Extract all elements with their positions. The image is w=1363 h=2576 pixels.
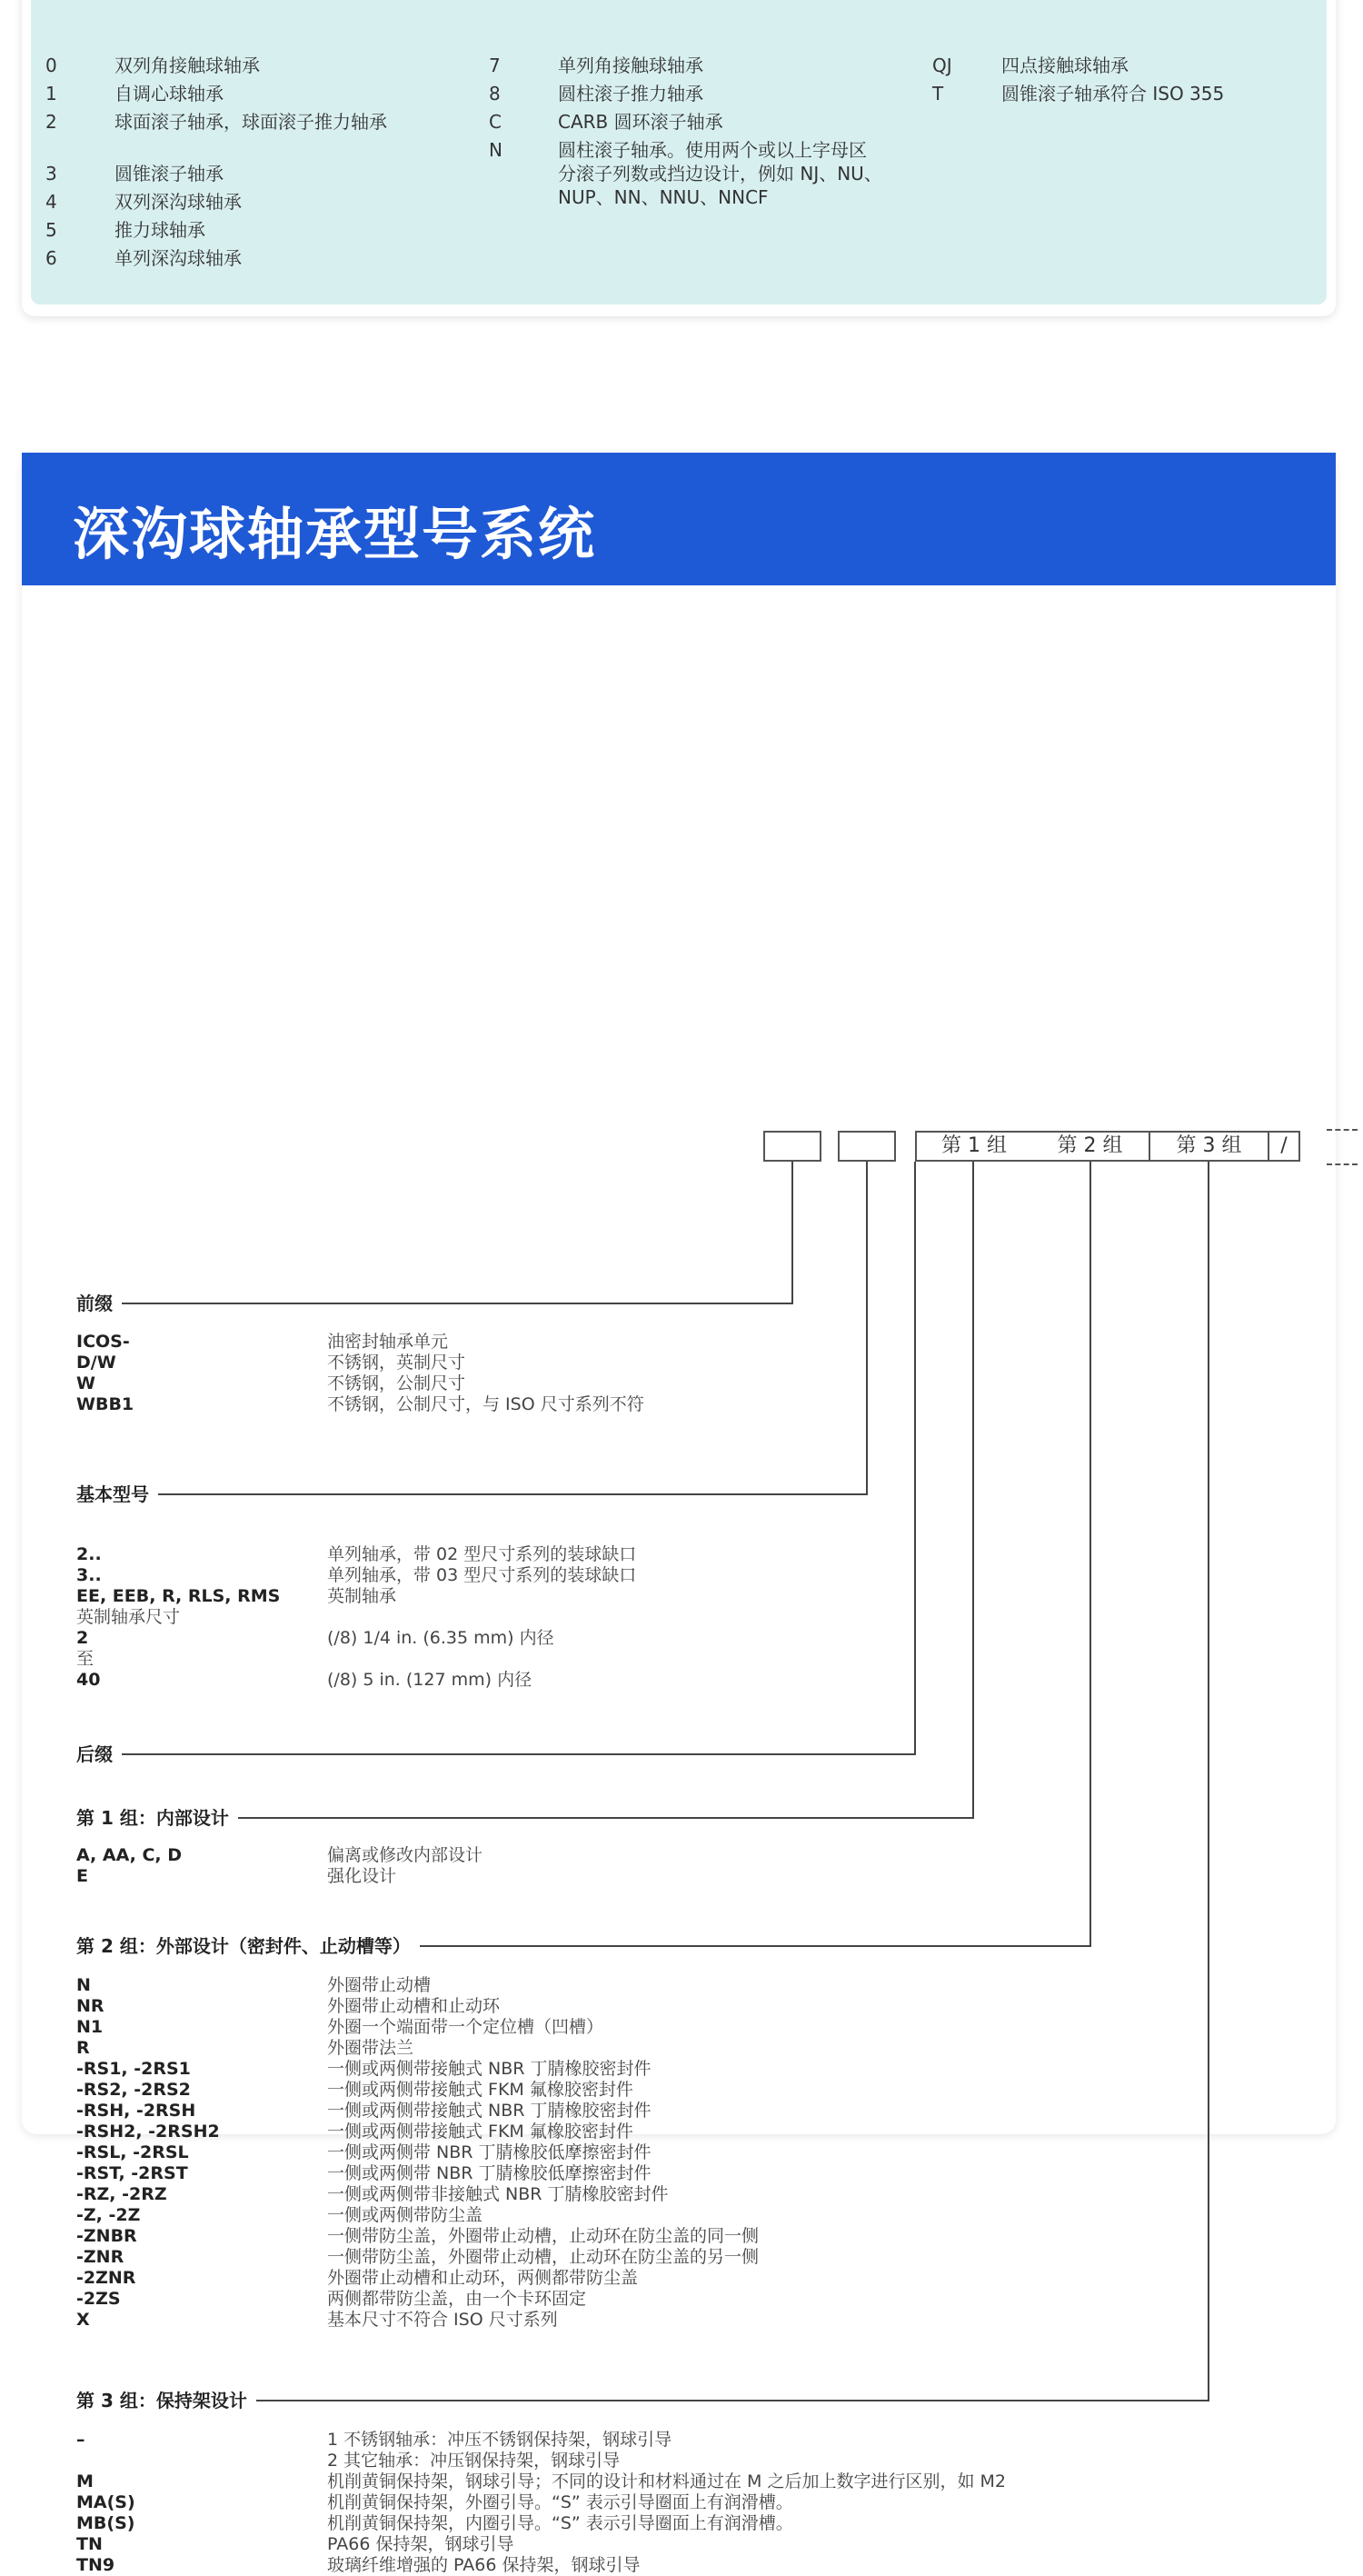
description: 英制轴承 [327, 1586, 397, 1606]
row-code: 2 [45, 111, 57, 133]
suffix-connector [113, 1162, 915, 1754]
description: 外圈带止动槽和止动环，两侧都带防尘盖 [327, 2268, 639, 2288]
description: 一侧或两侧带 NBR 丁腈橡胶低摩擦密封件 [327, 2142, 652, 2162]
description: 两侧都带防尘盖，由一个卡环固定 [327, 2289, 587, 2309]
section-group1-title: 第 1 组：内部设计 [76, 1806, 238, 1830]
designation-system-card [22, 453, 1336, 2575]
code: R [76, 2038, 90, 2058]
code: MB(S) [76, 2513, 135, 2533]
row-code: T [932, 83, 944, 105]
row-desc: 圆柱滚子推力轴承 [558, 83, 703, 105]
description: 外圈带止动槽 [327, 1975, 432, 1995]
prefix-connector [113, 1162, 792, 1303]
page-title: 深沟球轴承型号系统 [73, 501, 597, 567]
code: E [76, 1866, 88, 1886]
code: NR [76, 1996, 104, 2016]
row-desc: 圆柱滚子轴承。使用两个或以上字母区 [558, 139, 867, 161]
row-desc: 双列角接触球轴承 [114, 55, 260, 76]
description: 玻璃纤维增强的 PA66 保持架，钢球引导 [327, 2555, 641, 2575]
description: 强化设计 [327, 1866, 397, 1886]
description: 外圈一个端面带一个定位槽（凹槽） [327, 2017, 604, 2037]
code: 至 [76, 1649, 95, 1669]
code: -RSH2, -2RSH2 [76, 2122, 220, 2142]
prefix-box [763, 1131, 821, 1162]
description: 外圈带止动槽和止动环 [327, 1996, 501, 2016]
code: 2.. [76, 1544, 102, 1564]
description: 一侧或两侧带接触式 NBR 丁腈橡胶密封件 [327, 2101, 652, 2121]
row-desc: 双列深沟球轴承 [114, 191, 242, 213]
description: 机削黄铜保持架，钢球引导；不同的设计和材料通过在 M 之后加上数字进行区别，如 M2 [327, 2471, 1006, 2491]
code: 英制轴承尺寸 [76, 1607, 181, 1627]
group-2-box: 第 2 组 [1031, 1131, 1150, 1162]
description: (/8) 1/4 in. (6.35 mm) 内径 [327, 1628, 554, 1648]
code: -2ZNR [76, 2268, 136, 2288]
code: N [76, 1975, 91, 1995]
group-1-box: 第 1 组 [915, 1131, 1033, 1162]
code: MA(S) [76, 2492, 135, 2512]
continuation-dots [1327, 1129, 1358, 1165]
description: 不锈钢，公制尺寸，与 ISO 尺寸系列不符 [327, 1394, 644, 1414]
code: ICOS- [76, 1332, 130, 1352]
row-desc: 单列角接触球轴承 [558, 55, 703, 76]
description: 一侧或两侧带接触式 FKM 氟橡胶密封件 [327, 2080, 633, 2100]
description: 一侧或两侧带防尘盖 [327, 2205, 483, 2225]
row-desc: NUP、NN、NNU、NNCF [558, 186, 769, 208]
row-desc: CARB 圆环滚子轴承 [558, 111, 723, 133]
code: TN [76, 2534, 103, 2554]
row-desc: 单列深沟球轴承 [114, 247, 242, 269]
section-suffix-title: 后缀 [76, 1742, 122, 1766]
code: 2 [76, 1628, 89, 1648]
row-desc: 圆锥滚子轴承 [114, 163, 224, 185]
description: 单列轴承，带 03 型尺寸系列的装球缺口 [327, 1565, 637, 1585]
description: 一侧带防尘盖，外圈带止动槽，止动环在防尘盖的同一侧 [327, 2226, 760, 2246]
description: 基本尺寸不符合 ISO 尺寸系列 [327, 2310, 558, 2330]
row-code: C [489, 111, 502, 133]
description: 偏离或修改内部设计 [327, 1845, 483, 1865]
code: -RS2, -2RS2 [76, 2080, 191, 2100]
description: 外圈带法兰 [327, 2038, 414, 2058]
row-code: 7 [489, 55, 501, 76]
description: 2 其它轴承：冲压钢保持架，钢球引导 [327, 2451, 621, 2471]
description: 1 不锈钢轴承：冲压不锈钢保持架，钢球引导 [327, 2430, 672, 2450]
description: 机削黄铜保持架，内圈引导。“S” 表示引导圈面上有润滑槽。 [327, 2513, 793, 2533]
code: A, AA, C, D [76, 1845, 183, 1865]
description: 一侧或两侧带接触式 FKM 氟橡胶密封件 [327, 2122, 633, 2142]
description: 不锈钢，公制尺寸 [327, 1373, 466, 1393]
code: 3.. [76, 1565, 102, 1585]
description: (/8) 5 in. (127 mm) 内径 [327, 1670, 532, 1690]
row-desc: 圆锥滚子轴承符合 ISO 355 [1001, 83, 1225, 105]
row-code: QJ [932, 55, 952, 76]
code: 40 [76, 1670, 101, 1690]
code: N1 [76, 2017, 104, 2037]
code: -RSL, -2RSL [76, 2142, 189, 2162]
description: PA66 保持架，钢球引导 [327, 2534, 514, 2554]
row-code: 8 [489, 83, 501, 105]
row-code: 1 [45, 83, 57, 105]
row-code: 4 [45, 191, 57, 213]
group1-connector [222, 1162, 973, 1818]
description: 一侧或两侧带非接触式 NBR 丁腈橡胶密封件 [327, 2184, 669, 2204]
basic-designation-box [838, 1131, 896, 1162]
code: W [76, 1373, 95, 1393]
group-3-box: 第 3 组 [1150, 1131, 1269, 1162]
bearing-type-table [31, 0, 1327, 305]
code: M [76, 2471, 94, 2491]
row-desc: 四点接触球轴承 [1001, 55, 1129, 76]
code: -RS1, -2RS1 [76, 2059, 191, 2079]
row-code: 6 [45, 247, 57, 269]
code: -RST, -2RST [76, 2163, 188, 2183]
code: -RSH, -2RSH [76, 2101, 196, 2121]
description: 一侧或两侧带接触式 NBR 丁腈橡胶密封件 [327, 2059, 652, 2079]
row-desc: 推力球轴承 [114, 219, 205, 241]
code: -ZNR [76, 2247, 124, 2267]
row-code: 3 [45, 163, 57, 185]
code: WBB1 [76, 1394, 134, 1414]
code: D/W [76, 1353, 116, 1373]
description: 油密封轴承单元 [327, 1332, 449, 1352]
description: 一侧或两侧带 NBR 丁腈橡胶低摩擦密封件 [327, 2163, 652, 2183]
row-desc: 自调心球轴承 [114, 83, 224, 105]
row-desc: 球面滚子轴承，球面滚子推力轴承 [114, 111, 387, 133]
description: 单列轴承，带 02 型尺寸系列的装球缺口 [327, 1544, 637, 1564]
code: EE, EEB, R, RLS, RMS [76, 1586, 281, 1606]
code: -ZNBR [76, 2226, 137, 2246]
basic-connector [149, 1162, 867, 1494]
row-code: 5 [45, 219, 57, 241]
section-prefix-title: 前缀 [76, 1292, 122, 1315]
section-group3-title: 第 3 组：保持架设计 [76, 2389, 256, 2412]
section-group2-title: 第 2 组：外部设计（密封件、止动槽等） [76, 1934, 420, 1958]
code: – [76, 2430, 85, 2450]
section-basic-title: 基本型号 [76, 1483, 158, 1506]
code: X [76, 2310, 90, 2330]
code: TN9 [76, 2555, 115, 2575]
row-code: N [489, 139, 502, 161]
code: -Z, -2Z [76, 2205, 141, 2225]
code: -RZ, -2RZ [76, 2184, 167, 2204]
description: 一侧带防尘盖，外圈带止动槽，止动环在防尘盖的另一侧 [327, 2247, 760, 2267]
connector-lines [22, 453, 1336, 2134]
description: 不锈钢，英制尺寸 [327, 1353, 466, 1373]
code: -2ZS [76, 2289, 121, 2309]
description: 机削黄铜保持架，外圈引导。“S” 表示引导圈面上有润滑槽。 [327, 2492, 793, 2512]
group-4-box: / [1269, 1131, 1300, 1162]
row-code: 0 [45, 55, 57, 76]
row-desc: 分滚子列数或挡边设计，例如 NJ、NU、 [558, 163, 882, 185]
